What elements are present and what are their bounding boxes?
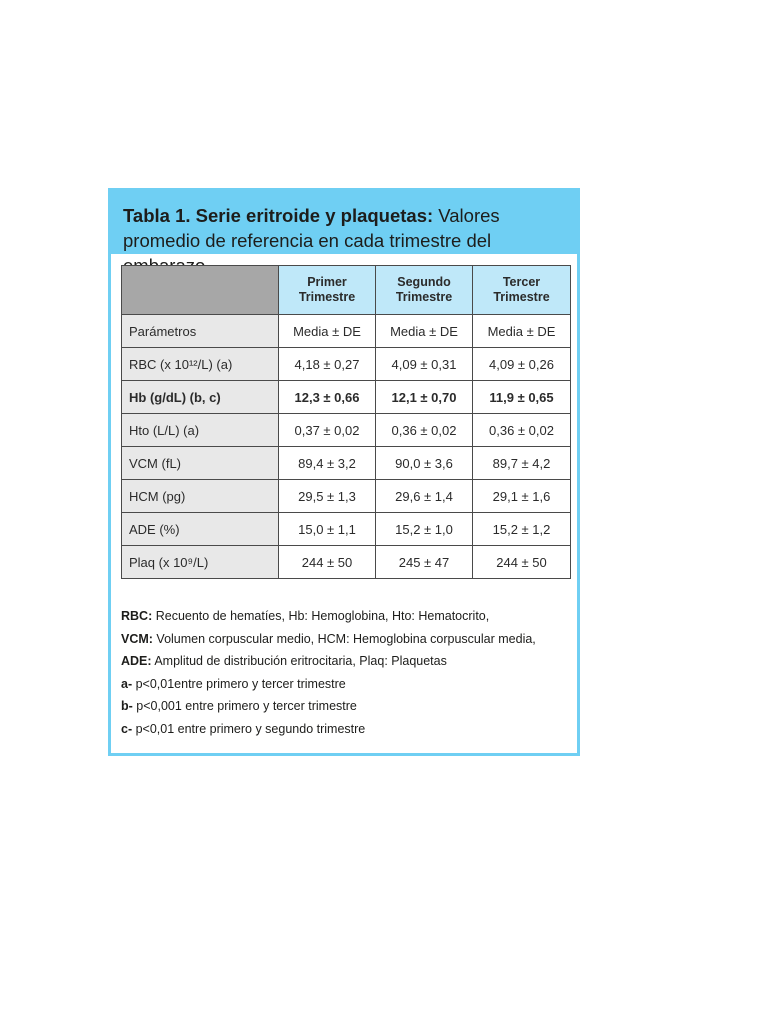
footnote-key: c- [121, 721, 133, 736]
value-cell: Media ± DE [473, 315, 571, 348]
param-cell: ADE (%) [122, 513, 279, 546]
table-title-bold: Tabla 1. Serie eritroide y plaquetas: [123, 205, 434, 226]
footnote-text: Volumen corpuscular medio, HCM: Hemoglobina corpuscular media, [152, 631, 536, 646]
footnote-key: RBC: [121, 609, 153, 623]
param-cell: Plaq (x 10⁹/L) [122, 546, 279, 579]
table-row [122, 447, 571, 480]
table-row [122, 348, 571, 381]
table-title-regular: Valores promedio de referencia en cada trimestre del [123, 205, 500, 251]
footnote-key: ADE: [121, 654, 152, 668]
footnote-key: b- [121, 699, 133, 713]
table-row [122, 381, 571, 414]
value-cell: 15,0 ± 1,1 [279, 513, 376, 546]
table-row [122, 546, 571, 579]
value-cell: 12,3 ± 0,66 [279, 381, 376, 414]
value-cell: 11,9 ± 0,65 [473, 381, 571, 414]
value-cell: 0,36 ± 0,02 [376, 414, 473, 447]
footnote-abbreviations-3 [121, 650, 571, 673]
table-title [111, 191, 577, 254]
header-tercer-trimestre: Tercer Trimestre [473, 266, 571, 315]
value-cell: Media ± DE [376, 315, 473, 348]
table-row [122, 315, 571, 348]
footnote-key: VCM: [121, 631, 153, 646]
footnote-significance-a [121, 673, 571, 696]
value-cell: 29,1 ± 1,6 [473, 480, 571, 513]
param-cell: VCM (fL) [122, 447, 279, 480]
footnote-text: Recuento de hematíes, Hb: Hemoglobina, Hto: Hematocrito, [152, 609, 490, 623]
header-segundo-trimestre: Segundo Trimestre [376, 266, 473, 315]
table-wrapper [121, 265, 570, 579]
footnote-text: p<0,01entre primero y tercer trimestre [132, 676, 346, 691]
value-cell: 89,7 ± 4,2 [473, 447, 571, 480]
footnote-text: p<0,001 entre primero y tercer trimestre [132, 699, 357, 713]
value-cell: 15,2 ± 1,2 [473, 513, 571, 546]
value-cell: 90,0 ± 3,6 [376, 447, 473, 480]
value-cell: 4,09 ± 0,26 [473, 348, 571, 381]
footnote-significance-b [121, 695, 571, 718]
header-corner [122, 266, 279, 315]
footnote-text: p<0,01 entre primero y segundo trimestre [132, 721, 366, 736]
value-cell: 29,5 ± 1,3 [279, 480, 376, 513]
table-row [122, 414, 571, 447]
data-table [121, 265, 571, 579]
value-cell: Media ± DE [279, 315, 376, 348]
header-primer-trimestre: Primer Trimestre [279, 266, 376, 315]
footnote-text: Amplitud de distribución eritrocitaria, Plaq: Plaquetas [151, 654, 447, 668]
value-cell: 244 ± 50 [473, 546, 571, 579]
param-cell: RBC (x 10¹²/L) (a) [122, 348, 279, 381]
value-cell: 12,1 ± 0,70 [376, 381, 473, 414]
value-cell: 0,36 ± 0,02 [473, 414, 571, 447]
value-cell: 4,09 ± 0,31 [376, 348, 473, 381]
footnote-significance-c [121, 718, 571, 741]
footnote-key: a- [121, 676, 133, 691]
value-cell: 4,18 ± 0,27 [279, 348, 376, 381]
table-row [122, 513, 571, 546]
value-cell: 245 ± 47 [376, 546, 473, 579]
param-cell: HCM (pg) [122, 480, 279, 513]
param-cell: Parámetros [122, 315, 279, 348]
footnote-abbreviations-2 [121, 628, 571, 651]
footnotes [121, 605, 571, 740]
table-header-row [122, 266, 571, 315]
value-cell: 0,37 ± 0,02 [279, 414, 376, 447]
param-cell: Hto (L/L) (a) [122, 414, 279, 447]
value-cell: 29,6 ± 1,4 [376, 480, 473, 513]
table-card [108, 188, 580, 756]
footnote-abbreviations-1 [121, 605, 571, 628]
param-cell: Hb (g/dL) (b, c) [122, 381, 279, 414]
value-cell: 15,2 ± 1,0 [376, 513, 473, 546]
value-cell: 89,4 ± 3,2 [279, 447, 376, 480]
table-row [122, 480, 571, 513]
value-cell: 244 ± 50 [279, 546, 376, 579]
